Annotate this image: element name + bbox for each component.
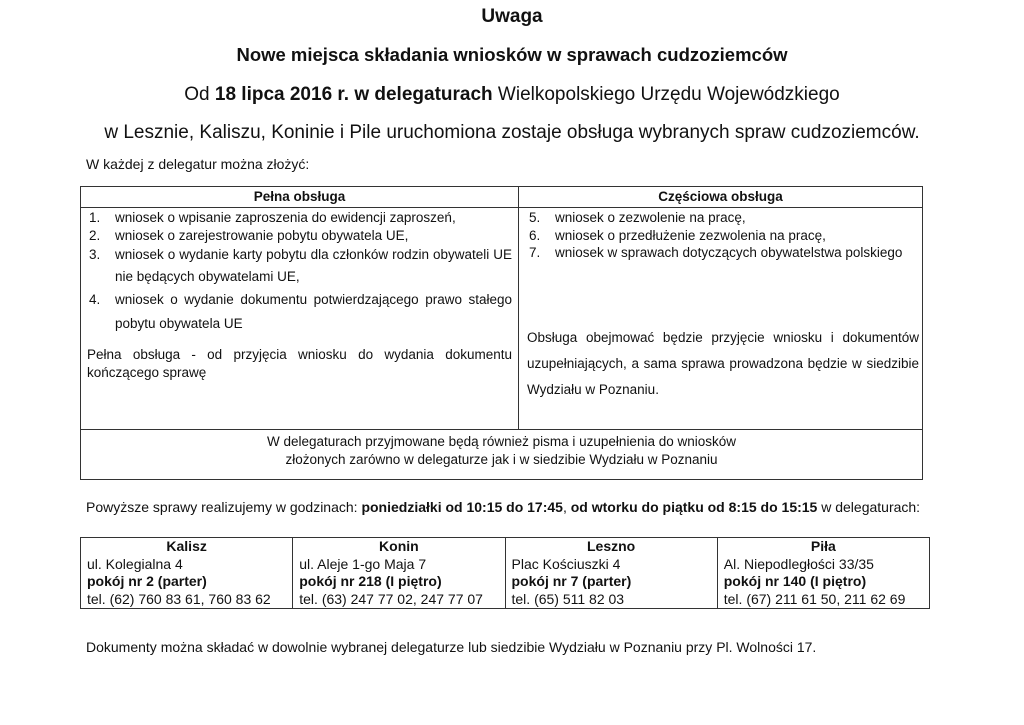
office-phone: tel. (62) 760 83 61, 760 83 62: [87, 590, 271, 607]
services-table-header: [81, 187, 922, 208]
services-table-footer: [81, 429, 922, 479]
office-room: pokój nr 140 (I piętro): [723, 573, 867, 589]
office-room: pokój nr 218 (I piętro): [299, 573, 442, 589]
partial-service-note: Obsługa obejmować będzie przyjęcie wniosku i dokumentów uzupełniających, a sama sprawa prowadzona będzie w siedzibie Wydziału w Poznaniu.: [527, 330, 919, 397]
list-item: 5. wniosek o zezwolenie na pracę,: [529, 210, 746, 225]
office-city: Piła: [810, 538, 836, 554]
table-row: [81, 538, 930, 609]
documents-note: Dokumenty można składać w dowolnie wybranej delegaturze lub siedzibie Wydziału w Poznaniu przy Pl. Wolności 17.: [86, 639, 817, 655]
date-line-prefix: Od: [184, 84, 215, 105]
list-item: 1. wniosek o wpisanie zaproszenia do ewidencji zaproszeń,: [89, 210, 456, 225]
list-item: 7. wniosek w sprawach dotyczących obywatelstwa polskiego: [529, 245, 903, 260]
office-pila: [717, 538, 929, 609]
intro-text: W każdej z delegatur można złożyć:: [86, 156, 310, 172]
list-item: 2. wniosek o zarejestrowanie pobytu obywatela UE,: [89, 227, 409, 243]
partial-service-cell: [527, 209, 919, 397]
office-city: Leszno: [587, 538, 636, 554]
office-city: Konin: [379, 538, 419, 554]
office-room: pokój nr 2 (parter): [87, 573, 207, 589]
office-street: ul. Aleje 1-go Maja 7: [299, 555, 427, 572]
office-room: pokój nr 7 (parter): [511, 573, 632, 589]
notice-title: Uwaga: [481, 6, 543, 27]
services-table: [80, 186, 923, 480]
office-konin: [293, 538, 505, 609]
footer-line-1: W delegaturach przyjmowane będą również pisma i uzupełnienia do wniosków: [267, 434, 736, 449]
notice-date-line: [0, 84, 1024, 106]
offices-table: [80, 537, 930, 609]
partial-service-header: Częściowa obsługa: [658, 189, 783, 204]
notice-locations-line: w Lesznie, Kaliszu, Koninie i Pile uruchomiona zostaje obsługa wybranych spraw cudzoziemców.: [104, 122, 920, 143]
office-street: Al. Niepodległości 33/35: [723, 555, 874, 572]
full-service-header: Pełna obsługa: [253, 189, 346, 204]
office-phone: tel. (67) 211 61 50, 211 62 69: [723, 590, 906, 607]
hours-monday: poniedziałki od 10:15 do 17:45: [361, 499, 563, 515]
full-service-cell: [87, 209, 512, 381]
notice-subtitle: Nowe miejsca składania wniosków w sprawach cudzoziemców: [236, 44, 788, 65]
office-street: ul. Kolegialna 4: [87, 555, 183, 572]
list-item: 3. wniosek o wydanie karty pobytu dla członków rodzin obywateli UE nie będących obywatelami UE,: [89, 247, 512, 284]
office-phone: tel. (65) 511 82 03: [511, 590, 625, 607]
office-kalisz: [81, 538, 293, 609]
footer-line-2: złożonych zarówno w delegaturze jak i w siedzibie Wydziału w Poznaniu: [285, 451, 718, 467]
office-leszno: [505, 538, 717, 609]
list-item: 6. wniosek o przedłużenie zezwolenia na pracę,: [529, 227, 826, 243]
office-hours: Powyższe sprawy realizujemy w godzinach: poniedziałki od 10:15 do 17:45, od wtorku do piątku od 8:15 do 15:15 w delegaturach:: [86, 499, 921, 515]
list-item: 4. wniosek o wydanie dokumentu potwierdzającego prawo stałego pobytu obywatela UE: [89, 292, 512, 331]
full-service-note: Pełna obsługa - od przyjęcia wniosku do wydania dokumentu kończącego sprawę: [87, 347, 512, 380]
office-phone: tel. (63) 247 77 02, 247 77 07: [299, 590, 483, 607]
hours-tue-fri: od wtorku do piątku od 8:15 do 15:15: [570, 499, 818, 515]
date-line-bold: 18 lipca 2016 r. w delegaturach: [214, 84, 493, 105]
office-street: Plac Kościuszki 4: [511, 555, 621, 572]
date-line-suffix: Wielkopolskiego Urzędu Wojewódzkiego: [492, 84, 840, 105]
office-city: Kalisz: [166, 538, 207, 554]
column-divider: [518, 187, 519, 429]
